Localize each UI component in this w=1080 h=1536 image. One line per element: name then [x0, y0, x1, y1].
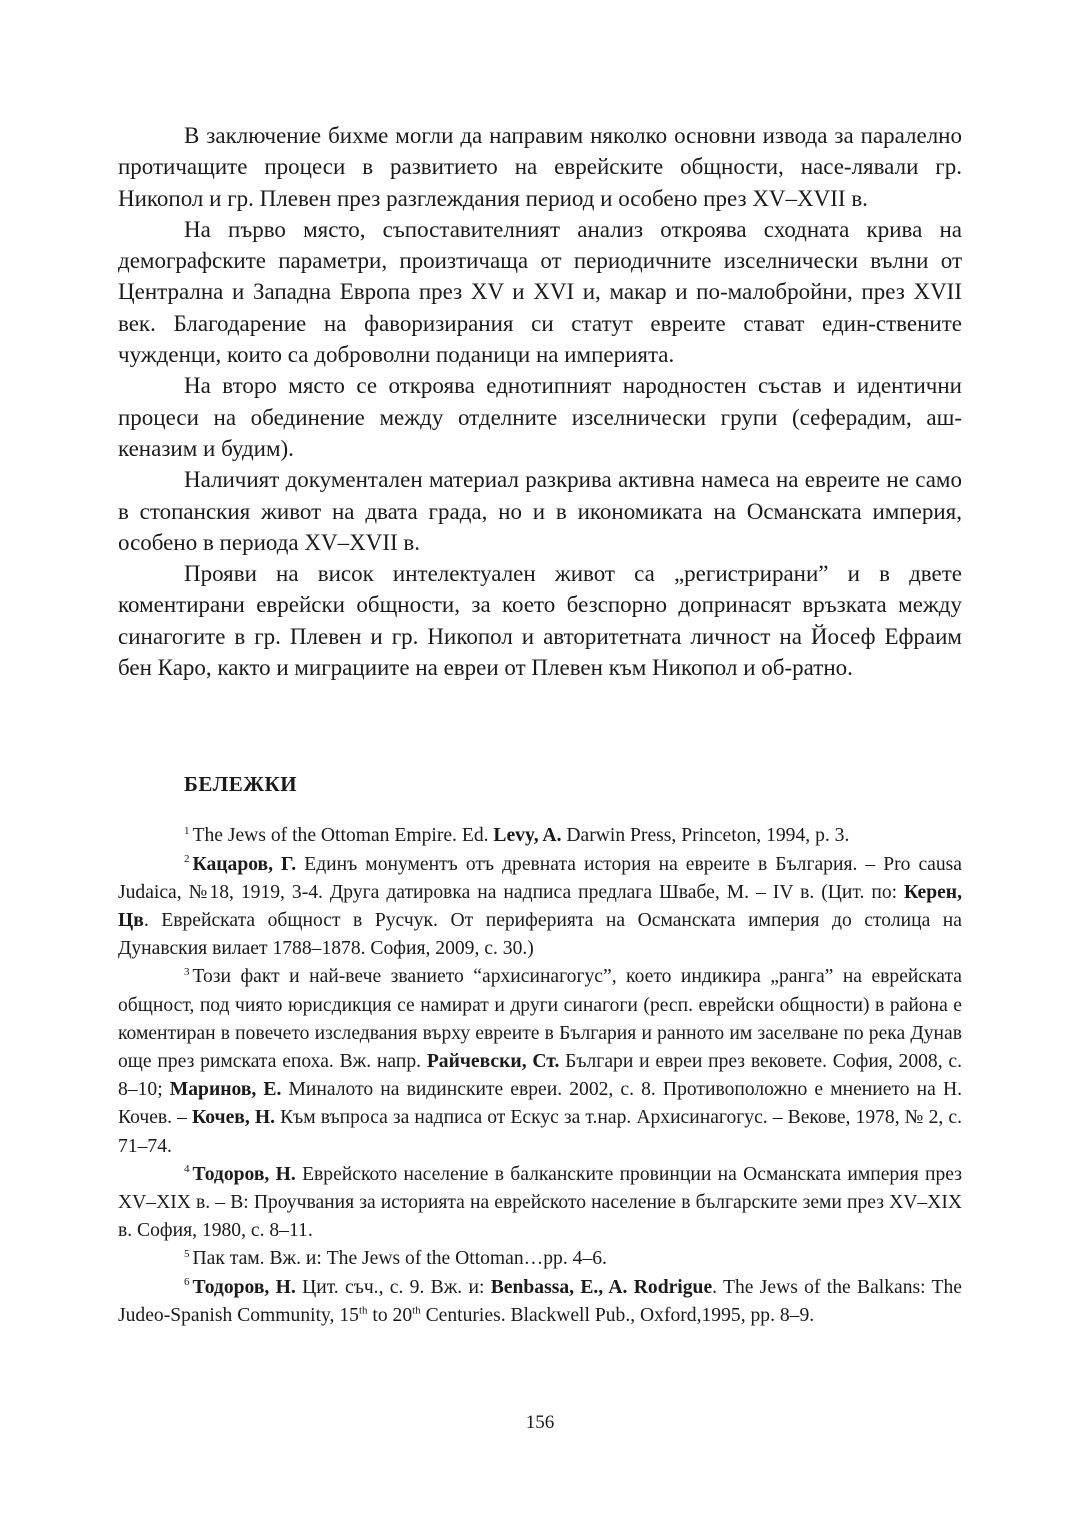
note-3 — [118, 963, 962, 1160]
note-author: Кочев, Н. — [192, 1107, 275, 1129]
note-text: Цит. съч., с. 9. Вж. и: — [295, 1276, 491, 1298]
note-author: Levy, A. — [493, 825, 562, 847]
note-text: Еврейското население в балканските провинции на Османската империя през XV–XIX в. – В: Проучвания за историята на еврейското население в българските земи през XV–XIX в. София, 1980, с. 8–11. — [118, 1163, 962, 1242]
note-number: 4 — [184, 1163, 190, 1176]
note-number: 2 — [184, 853, 190, 866]
note-author: Тодоров, Н. — [192, 1276, 296, 1298]
body-paragraph-2: На първо място, съпоставителният анализ откроява сходната крива на демографските параметри, произтичаща от периодичните изселнически вълни от Централна и Западна Европа през XV и XVI и, макар и по-малобройни, през XVII век. Благодарение на фаворизирания си статут евреите стават един-ствените чужденци, които са доброволни поданици на империята. — [118, 216, 962, 368]
note-1 — [118, 822, 962, 850]
note-text: Darwin Press, Princeton, 1994, p. 3. — [561, 825, 850, 847]
note-author: Райчевски, Ст. — [426, 1050, 560, 1072]
note-text: . The Jews of the Balkans: The Judeo-Spanish Community, 15 — [118, 1276, 962, 1326]
note-2 — [118, 851, 962, 964]
note-text: Пак там. Вж. и: The Jews of the Ottoman…pp. 4–6. — [192, 1248, 607, 1270]
note-text: Към въпроса за надписа от Ескус за т.нар. Архисинагогус. – Векове, 1978, № 2, с. 71–74. — [118, 1107, 962, 1157]
note-author: Benbassa, E., A. Rodrigue — [490, 1276, 713, 1298]
page-number: 156 — [525, 1412, 555, 1433]
note-text: The Jews of the Ottoman Empire. Ed. — [192, 825, 494, 847]
note-text: Българи и евреи през вековете. София, 2008, с. 8–10; — [118, 1050, 962, 1101]
body-paragraph-1: В заключение бихме могли да направим няколко основни извода за паралелно протичащите процеси в развитието на еврейските общности, насе-лявали гр. Никопол и гр. Плевен през разглеждания период и особено през XV–XVII в. — [118, 123, 962, 211]
note-number: 3 — [184, 965, 190, 978]
note-text: Единъ монументъ отъ древната история на евреите в България. – Pro causa Judaica, №18, 1919, 3-4. Друга датировка на надписа предлага Швабе, М. – IV в. (Цит. по: — [118, 853, 962, 903]
notes-list — [118, 822, 962, 1330]
body-paragraph-4: Наличият документален материал разкрива активна намеса на евреите не само в стопанския живот на двата града, но и в икономиката на Османската империя, особено в периода XV–XVII в. — [118, 467, 962, 555]
note-author: Тодоров, Н. — [192, 1163, 296, 1185]
body-paragraph-3: На второ място се откроява еднотипният народностен състав и идентични процеси на обединение между отделните изселнически групи (сеферадим, аш-кеназим и будим). — [118, 373, 962, 461]
page-content — [118, 120, 962, 1330]
superscript: th — [358, 1304, 368, 1317]
note-text: Миналото на видинските евреи. 2002, с. 8. Противоположно е мнението на Н. Кочев. – — [118, 1079, 963, 1129]
note-text: . Еврейската общност в Русчук. От периферията на Османската империя до столица на Дунавския вилает 1788–1878. София, 2009, с. 30.) — [118, 909, 962, 960]
notes-heading: БЕЛЕЖКИ — [184, 772, 298, 797]
note-author: Маринов, Е. — [169, 1079, 282, 1101]
note-text: to 20 — [367, 1304, 413, 1326]
note-4 — [118, 1161, 962, 1246]
note-author: Керен, Цв — [118, 881, 962, 931]
note-number: 5 — [184, 1247, 190, 1260]
note-number: 1 — [184, 824, 190, 837]
note-text: Centuries. Blackwell Pub., Oxford,1995, pp. 8–9. — [420, 1304, 815, 1326]
note-number: 6 — [184, 1276, 190, 1289]
note-text: Този факт и най-вече званието “архисинагогус”, което индикира „ранга” на еврейската общност, под чиято юрисдикция се намират и други синагоги (респ. еврейски общности) в района е коментиран в повечето изследвания върху евреите в България и ранното им заселване по река Дунав още през римската епоха. Вж. напр. — [118, 966, 962, 1072]
body-paragraph-5: Прояви на висок интелектуален живот са „регистрирани” и в двете коментирани еврейски общности, за което безспорно допринасят връзката между синагогите в гр. Плевен и гр. Никопол и авторитетната личност на Йосеф Ефраим бен Каро, както и миграциите на евреи от Плевен към Никопол и об-ратно. — [118, 561, 962, 681]
note-author: Кацаров, Г. — [192, 853, 297, 875]
note-5 — [118, 1245, 962, 1273]
superscript: th — [412, 1304, 421, 1317]
note-6 — [118, 1274, 962, 1330]
